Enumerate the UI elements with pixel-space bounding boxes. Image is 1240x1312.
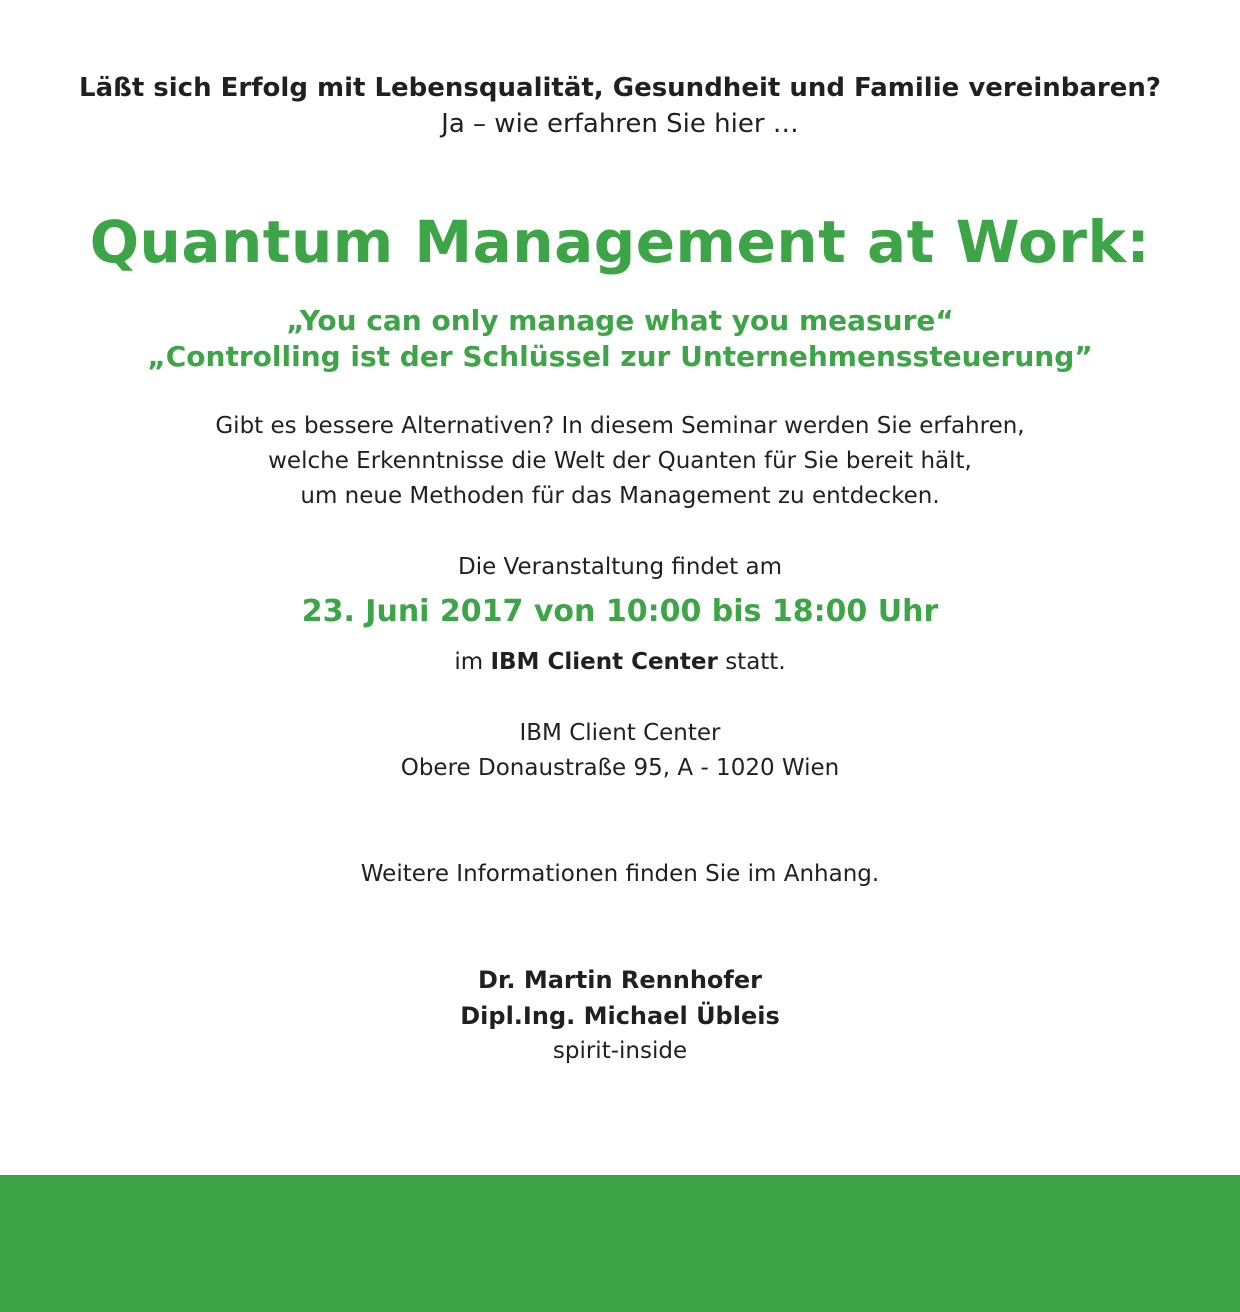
description-line-3: um neue Methoden für das Management zu entdecken.: [300, 483, 940, 509]
more-info-text: Weitere Informationen finden Sie im Anhang.: [360, 861, 880, 887]
venue-name-bold: IBM Client Center: [490, 649, 718, 675]
signer-1: Dr. Martin Rennhofer: [478, 966, 762, 994]
intro-question: Läßt sich Erfolg mit Lebensqualität, Gesundheit und Familie vereinbaren?: [79, 73, 1161, 103]
quote-1: „You can only manage what you measure“: [286, 304, 954, 337]
venue-suffix: statt.: [725, 649, 786, 675]
address-street: Obere Donaustraße 95, A - 1020 Wien: [400, 755, 840, 781]
description-line-2: welche Erkenntnisse die Welt der Quanten für Sie bereit hält,: [268, 448, 972, 474]
description-line-1: Gibt es bessere Alternativen? In diesem Seminar werden Sie erfahren,: [215, 413, 1025, 439]
intro-answer: Ja – wie erfahren Sie hier …: [441, 109, 799, 139]
event-venue: [0, 645, 1240, 679]
organization-name: spirit-inside: [552, 1038, 688, 1064]
footer-band: [0, 1175, 1240, 1312]
address-name: IBM Client Center: [519, 720, 721, 746]
event-date: 23. Juni 2017 von 10:00 bis 18:00 Uhr: [301, 594, 939, 629]
page-title: Quantum Management at Work:: [89, 208, 1151, 276]
event-intro: Die Veranstaltung findet am: [458, 554, 782, 580]
quote-2: „Controlling ist der Schlüssel zur Unternehmenssteuerung”: [147, 340, 1093, 373]
signer-2: Dipl.Ing. Michael Übleis: [460, 1002, 780, 1030]
venue-prefix: im: [454, 649, 484, 675]
